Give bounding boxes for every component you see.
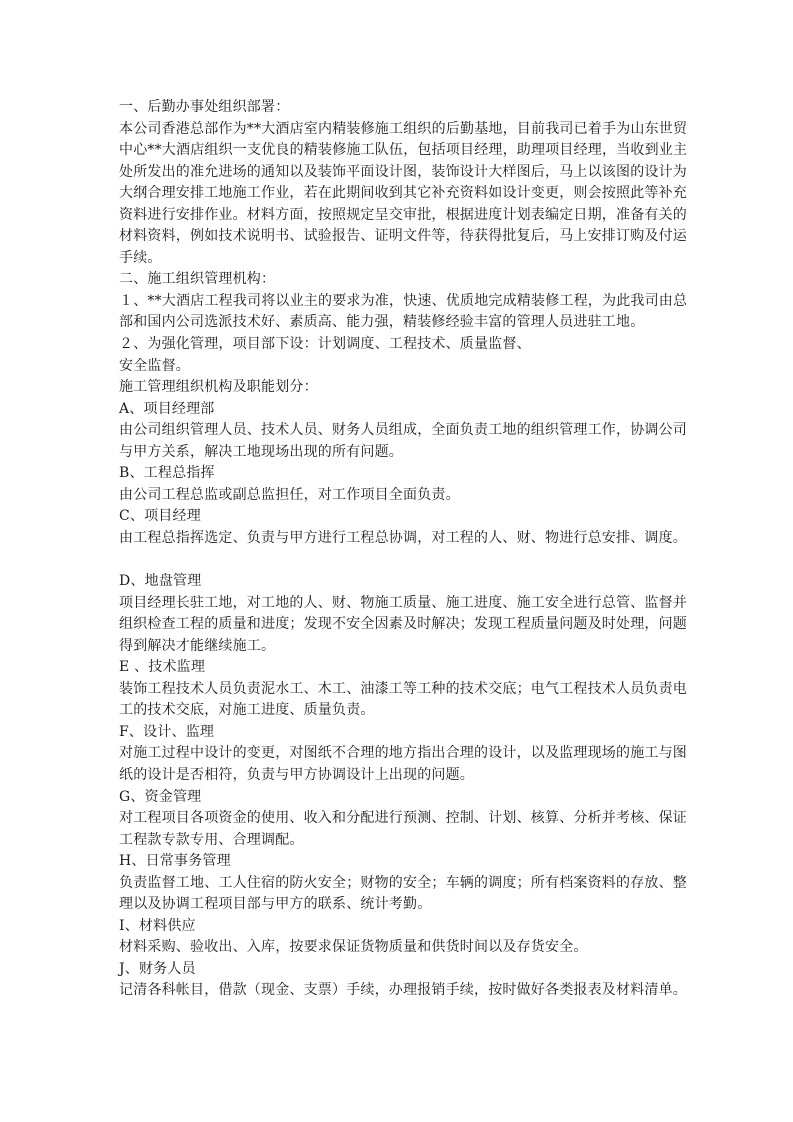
paragraph-line: 负责监督工地、工人住宿的防火安全；财物的安全；车辆的调度；所有档案资料的存放、整	[119, 874, 687, 891]
paragraph-line: 记清各科帐目，借款（现金、支票）手续，办理报销手续，按时做好各类报表及材料清单。	[119, 982, 687, 999]
section-heading: D、地盘管理	[119, 573, 202, 590]
paragraph-line: 工的技术交底，对施工进度、质量负责。	[119, 702, 375, 719]
section-heading: B、工程总指挥	[119, 465, 215, 482]
paragraph-line: 本公司香港总部作为**大酒店室内精装修施工组织的后勤基地，目前我司已着手为山东世贸	[119, 120, 688, 137]
section-heading: E 、技术监理	[119, 659, 206, 676]
section-heading: A、项目经理部	[119, 400, 215, 417]
paragraph-line: 由公司工程总监或副总监担任，对工作项目全面负责。	[119, 486, 460, 503]
section-heading: 一、后勤办事处组织部署：	[119, 99, 290, 115]
paragraph-line: 手续。	[119, 249, 162, 266]
paragraph-line: 对施工过程中设计的变更，对图纸不合理的地方指出合理的设计，以及监理现场的施工与图	[119, 745, 687, 762]
paragraph-line: 项目经理长驻工地，对工地的人、财、物施工质量、施工进度、施工安全进行总管、监督并	[119, 594, 687, 611]
paragraph-line: 大纲合理安排工地施工作业，若在此期间收到其它补充资料如设计变更，则会按照此等补充	[119, 185, 687, 202]
paragraph-line: 工程款专款专用、合理调配。	[119, 831, 304, 848]
section-heading: G、资金管理	[119, 788, 202, 805]
paragraph-line: 材料采购、验收出、入库，按要求保证货物质量和供货时间以及存货安全。	[119, 939, 588, 956]
section-heading: I、材料供应	[119, 917, 196, 934]
paragraph-line: 中心**大酒店组织一支优良的精装修施工队伍，包括项目经理，助理项目经理，当收到业主	[119, 142, 688, 159]
paragraph-line: 与甲方关系，解决工地现场出现的所有问题。	[119, 443, 403, 460]
section-heading: F、设计、监理	[119, 723, 215, 740]
paragraph-line: 部和国内公司选派技术好、素质高、能力强，精装修经验丰富的管理人员进驻工地。	[119, 314, 645, 331]
section-heading: H、日常事务管理	[119, 853, 231, 870]
paragraph-line: 材料资料，例如技术说明书、试验报告、证明文件等，待获得批复后，马上安排订购及付运	[119, 228, 687, 245]
paragraph-line: ２、为强化管理，项目部下设：计划调度、工程技术、质量监督、	[119, 336, 531, 353]
section-heading: C、项目经理	[119, 508, 201, 525]
paragraph-line: 组织检查工程的质量和进度；发现不安全因素及时解决；发现工程质量问题及时处理，问题	[119, 616, 687, 633]
section-heading: J、财务人员	[119, 960, 196, 977]
paragraph-line: 处所发出的准允进场的通知以及装饰平面设计图，装饰设计大样图后，马上以该图的设计为	[119, 163, 687, 180]
paragraph-line: 由工程总指挥选定、负责与甲方进行工程总协调，对工程的人、财、物进行总安排、调度。	[119, 529, 687, 546]
paragraph-line: 装饰工程技术人员负责泥水工、木工、油漆工等工种的技术交底；电气工程技术人员负责电	[119, 680, 687, 697]
paragraph-line: 对工程项目各项资金的使用、收入和分配进行预测、控制、计划、核算、分析并考核、保证	[119, 810, 687, 827]
paragraph-line: 理以及协调工程项目部与甲方的联系、统计考勤。	[119, 896, 432, 913]
paragraph-line: 资料进行安排作业。材料方面，按照规定呈交审批，根据进度计划表编定日期，准备有关的	[119, 206, 687, 223]
document-page	[119, 97, 688, 1002]
paragraph-line: 安全监督。	[119, 357, 190, 374]
section-heading: 二、施工组织管理机构：	[119, 271, 276, 288]
paragraph-line: 得到解决才能继续施工。	[119, 637, 276, 654]
paragraph-line: 由公司组织管理人员、技术人员、财务人员组成，全面负责工地的组织管理工作，协调公司	[119, 422, 687, 439]
paragraph-line: 纸的设计是否相符，负责与甲方协调设计上出现的问题。	[119, 766, 474, 783]
blank-line	[119, 549, 683, 571]
paragraph-line: １、**大酒店工程我司将以业主的要求为准，快速、优质地完成精装修工程，为此我司由总	[119, 292, 688, 309]
section-heading: 施工管理组织机构及职能划分：	[119, 379, 318, 396]
